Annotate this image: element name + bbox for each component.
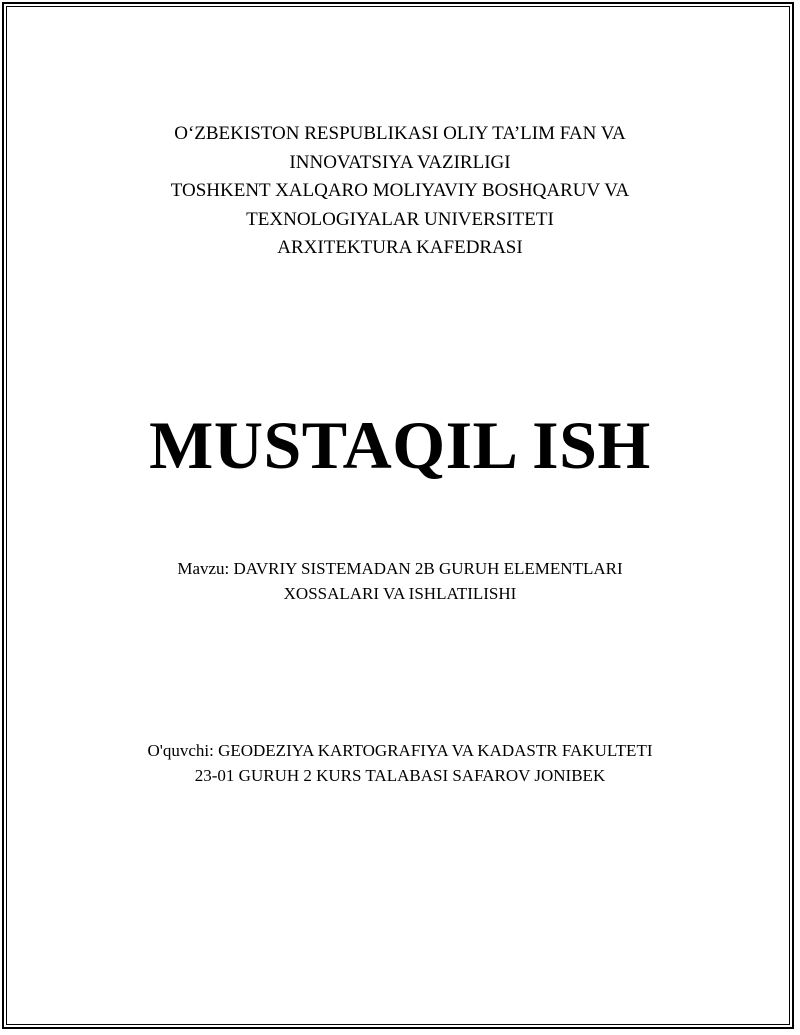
student-line-faculty: O'quvchi: GEODEZIYA KARTOGRAFIYA VA KADASTR FAKULTETI (147, 741, 653, 760)
header-line-ministry-2: INNOVATSIYA VAZIRLIGI (289, 151, 511, 173)
student-info-block (0, 738, 800, 788)
institution-header (0, 120, 800, 263)
topic-line-2: XOSSALARI VA ISHLATILISHI (283, 584, 517, 603)
document-title: MUSTAQIL ISH (149, 407, 651, 483)
header-line-ministry-1: O‘ZBEKISTON RESPUBLIKASI OLIY TA’LIM FAN VA (174, 123, 626, 144)
header-line-university-1: TOSHKENT XALQARO MOLIYAVIY BOSHQARUV VA (170, 180, 630, 201)
topic-line-1: Mavzu: DAVRIY SISTEMADAN 2B GURUH ELEMENTLARI (177, 559, 623, 578)
header-line-department: ARXITEKTURA KAFEDRASI (277, 237, 523, 258)
header-line-university-2: TEXNOLOGIYALAR UNIVERSITETI (246, 208, 554, 230)
topic-block (0, 556, 800, 606)
student-line-name: 23-01 GURUH 2 KURS TALABASI SAFAROV JONIBEK (194, 766, 606, 785)
